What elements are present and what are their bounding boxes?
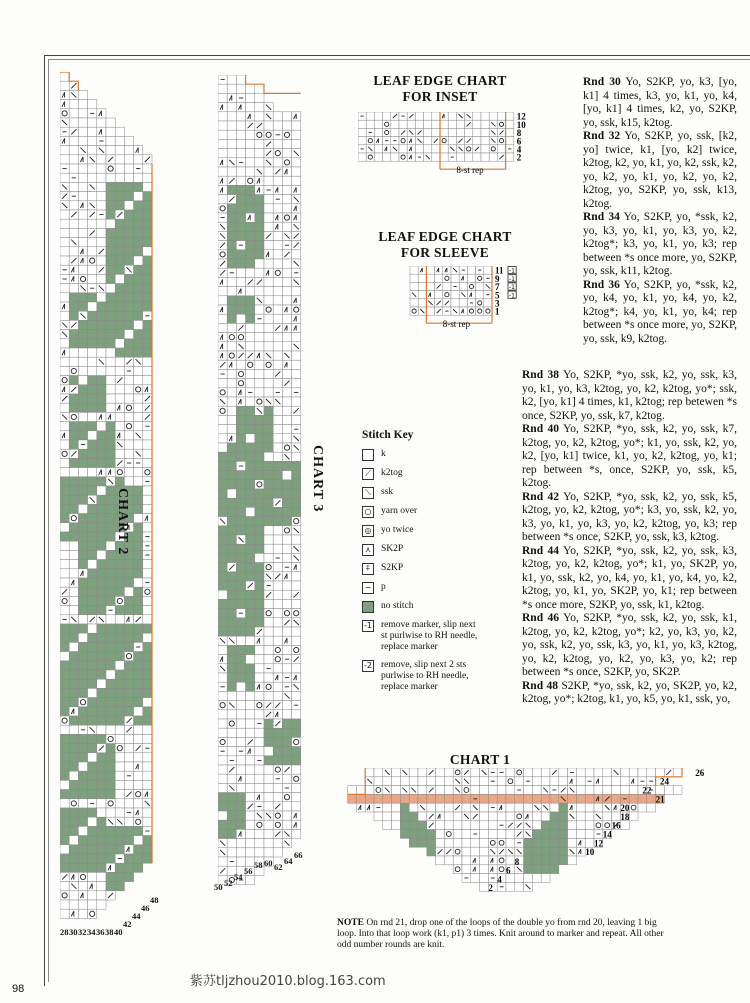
instruction-row: Rnd 32 Yo, S2KP, yo, ssk, [k2, yo] twice, k1, [yo, k2] twice, k2tog, k2, yo, k1, yo, k2, ssk, k2, yo, k2, yo, k1, yo, k2, yo, k2, k2tog, yo, S2KP, yo, ssk, k13, k2tog. [583,130,737,210]
knit-symbol-icon [362,449,374,461]
row-number: 2 [488,883,493,894]
chart-note [337,918,667,951]
instruction-row: Rnd 38 Yo, S2KP, *yo, ssk, k2, yo, ssk, k3, yo, k1, yo, k3, k2tog, yo, k2, k2tog, yo*; ssk, k2, [yo, k1] 4 times, k1, k2tog; rep betewen *s once, S2KP, yo, ssk, k7, k2tog. [522,369,737,422]
instruction-row: Rnd 46 Yo, S2KP, *yo, ssk, k2, yo, ssk, k1, k2tog, yo, k2, k2tog, yo*; k2, yo, k3, yo, k2, yo, ssk, k2, yo, ssk, k3, yo, k1, yo, k3, k2tog, yo, k2, k2tog, yo, k2, yo, k3, yo, k2; rep between *s once, S2KP, yo, SK2P. [522,612,737,678]
row-number: 4 [497,874,502,885]
leaf-inset-title-line1: LEAF EDGE CHART [373,73,507,88]
row-number: 40 [114,927,123,937]
chart-2-row-numbers [60,895,160,945]
sk2p-symbol-icon: ⋏ [362,544,374,556]
stitch-key-item: ⟍ ssk [362,487,480,499]
stitch-key-item: − p [362,582,480,594]
stitch-key-item: ○ yarn over [362,506,480,518]
row-number: 52 [224,878,233,888]
no-stitch-symbol-icon [362,601,374,613]
watermark: 紫苏tljzhou2010.blog.163.com [190,974,386,989]
chart-1-grid [330,768,740,898]
row-number: 18 [620,811,630,822]
row-number: 10 [516,119,526,130]
row-number: 24 [660,776,669,787]
row-number: 46 [141,903,150,913]
stitch-key-item: ⋏ SK2P [362,544,480,556]
row-number: 3 [495,298,500,309]
slip-one-symbol-icon: -1 [509,275,515,283]
row-number: 50 [214,882,223,892]
instruction-row: Rnd 44 Yo, S2KP, *yo, ssk, k2, yo, ssk, k3, k2tog, yo, k2, k2tog, yo*; k1, yo, SK2P, yo, k1, yo, ssk, k2, yo, k4, yo, k1, yo, k4, yo, k2, k2tog, yo, k1, yo, SK2P, yo, k1; rep between *s once more, S2KP, yo, ssk, k1, k2tog. [522,544,737,611]
row-number: 2 [516,152,522,163]
stitch-key-item: no stitch [362,601,480,613]
slip-one-symbol-icon: -1 [509,267,515,275]
instructions-top [583,76,737,346]
row-number: 14 [602,829,612,840]
row-number: 21 [655,794,665,805]
leaf-inset-title-line2: FOR INSET [402,89,478,104]
row-number: 58 [254,860,263,870]
slip-one-symbol-icon: -1 [509,284,515,292]
s2kp-symbol-icon: ⍏ [362,563,374,575]
row-number: 16 [611,820,621,831]
row-number: 4 [516,144,522,155]
leaf-inset-title [365,73,515,105]
row-number: 10 [585,847,595,858]
instruction-row: Rnd 40 Yo, S2KP, *yo, ssk, k2, yo, ssk, k7, k2tog, yo, k2, k2tog, yo*; k1, yo, ssk, k2, yo, k2, [yo, k1] twice, k1, yo, k2, k2tog, yo, k1; rep between *s, once, S2KP, yo, ssk, k5, k2tog. [522,423,737,489]
ssk-symbol-icon: ⟍ [362,487,374,499]
chart-3-grid [218,75,308,900]
row-number: 30 [69,927,78,937]
row-number: 62 [274,862,283,872]
row-number: 28 [60,927,69,937]
note-text: On rnd 21, drop one of the loops of the double yo from rnd 20, leaving 1 big loop. Into that loop work (k1, p1) 3 times. Knit around to marker and repeat. All other odd number rounds are knit. [337,918,664,950]
leaf-sleeve-grid [400,266,530,342]
instruction-row: Rnd 34 Yo, S2KP, yo, *ssk, k2, yo, k3, yo, k1, yo, k3, yo, k2, k2tog*; k3, yo, k1, yo, k3; rep between *s once more, yo, S2KP, yo, ssk, k11, k2tog. [583,211,737,277]
leaf-inset-grid [358,112,548,182]
row-number: 8 [516,128,522,139]
instruction-row: Rnd 48 S2KP, *yo, ssk, k2, yo, SK2P, yo, k2, k2tog, yo*; k2tog, k1, yo, k5, yo, k1, ssk, yo, [522,679,737,705]
row-number: 38 [105,927,114,937]
slip-one-symbol-icon: -1 [362,620,374,632]
note-label: NOTE [337,918,364,928]
k2tog-symbol-icon: ⟋ [362,468,374,480]
instruction-row: Rnd 30 Yo, S2KP, yo, k3, [yo, k1] 4 times, k3, yo, k1, yo, k4, [yo, k1] 4 times, k2, yo, S2KP, yo, ssk, k15, k2tog. [583,76,737,129]
row-number: 34 [87,927,96,937]
row-number: 9 [495,273,500,284]
row-number: 48 [150,895,159,905]
page-number: 98 [12,983,25,995]
row-number: 8 [514,856,520,867]
yo-twice-symbol-icon: ◎ [362,525,374,537]
chart-3-row-numbers [214,850,314,900]
row-number: 26 [695,768,705,778]
stitch-key-item: ⍏ S2KP [362,563,480,575]
row-number: 12 [594,838,603,849]
chart-2-grid [60,72,160,927]
row-number: 7 [495,282,500,293]
leaf-sleeve-title-line2: FOR SLEEVE [400,245,490,260]
stitch-key-item: k [362,449,480,461]
stitch-key-item: -1 remove marker, slip next st purlwise to RH needle, replace marker [364,620,478,652]
stitch-key-title: Stitch Key [362,429,414,441]
slip-one-symbol-icon: -1 [509,292,515,300]
row-number: 22 [642,785,652,796]
purl-symbol-icon: − [362,582,374,594]
slip-two-symbol-icon: -2 [362,660,374,672]
stitch-key [362,430,480,700]
yarn-over-symbol-icon: ○ [362,506,374,518]
row-number: 1 [495,306,500,317]
row-number: 60 [264,858,273,868]
row-number: 6 [506,865,511,876]
chart-1-title: CHART 1 [449,752,511,767]
row-number: 6 [516,136,522,147]
row-number: 20 [620,803,630,814]
row-number: 11 [495,266,504,276]
instruction-row: Rnd 42 Yo, S2KP, *yo, ssk, k2, yo, ssk, k5, k2tog, yo, k2, k2tog, yo*; k3, yo, ssk, k2, yo, k3, yo, k1, yo, k3, yo, k2, k2tog, yo, k3; rep between *s once, S2KP, yo, ssk, k3, k2tog. [522,490,737,543]
leaf-sleeve-title [370,229,520,261]
row-number: 56 [244,866,253,876]
row-number: 64 [284,856,293,866]
leaf-sleeve-rep-label: 8-st rep [442,319,471,330]
row-number: 36 [96,927,105,937]
row-number: 12 [516,112,526,122]
stitch-key-item: ⟋ k2tog [362,468,480,480]
row-number: 5 [495,290,500,301]
instruction-row: Rnd 36 Yo, S2KP, yo, *ssk, k2, yo, k4, yo, k1, yo, k4, yo, k2, k2tog*; k4, yo, k1, yo, k4; rep between *s once more, yo, S2KP, yo, ssk, k9, k2tog. [583,278,737,345]
row-number: 66 [294,850,303,860]
stitch-key-item: -2 remove, slip next 2 sts purlwise to RH needle, replace marker [364,660,469,692]
stitch-key-item: ◎ yo twice [362,525,480,537]
row-number: 42 [123,919,132,929]
chart-2-title: CHART 2 [115,488,130,556]
row-number: 44 [132,911,141,921]
leaf-sleeve-title-line1: LEAF EDGE CHART [378,229,512,244]
instructions-wide [522,369,737,707]
row-number: 54 [234,872,243,882]
leaf-inset-rep-label: 8-st rep [456,165,484,176]
row-number: 32 [78,927,87,937]
chart-3-title: CHART 3 [310,445,325,513]
